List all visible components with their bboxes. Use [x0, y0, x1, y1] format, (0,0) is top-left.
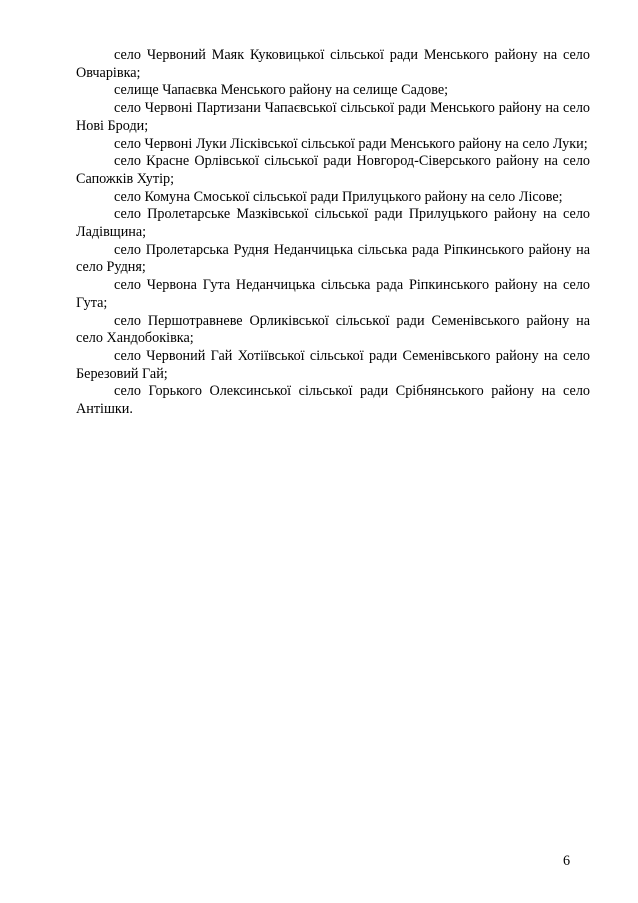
paragraph: село Червоні Луки Лісківської сільської ради Менського району на село Луки; — [114, 135, 588, 152]
paragraph: село Пролетарська Рудня Неданчицька сільська рада Ріпкинського району на село Рудня; — [76, 241, 590, 276]
paragraph: село Червоний Маяк Куковицької сільської ради Менського району на село Овчарівка; — [76, 47, 590, 81]
page-number: 6 — [563, 853, 571, 869]
paragraph: село Червоний Гай Хотіївської сільської ради Семенівського району на село Березовий Гай; — [76, 347, 590, 382]
paragraph: село Красне Орлівської сільської ради Новгород-Сіверського району на село Сапожків Хутір; — [76, 153, 590, 187]
paragraph: селище Чапаєвка Менського району на селище Садове; — [114, 82, 449, 99]
paragraph: село Червона Гута Неданчицька сільська рада Ріпкинського району на село Гута; — [76, 277, 590, 311]
paragraph: село Комуна Смоської сільської ради Прилуцького району на село Лісове; — [114, 188, 563, 205]
paragraph: село Червоні Партизани Чапаєвської сільської ради Менського району на село Нові Броди; — [76, 100, 590, 134]
renaming-list — [76, 47, 590, 419]
paragraph: село Пролетарське Мазківської сільської ради Прилуцького району на село Ладівщина; — [76, 206, 590, 241]
paragraph: село Першотравневе Орликівської сільської ради Семенівського району на село Хандобоківка; — [76, 312, 590, 347]
paragraph: село Горького Олексинської сільської ради Срібнянського району на село Антішки. — [76, 383, 590, 418]
